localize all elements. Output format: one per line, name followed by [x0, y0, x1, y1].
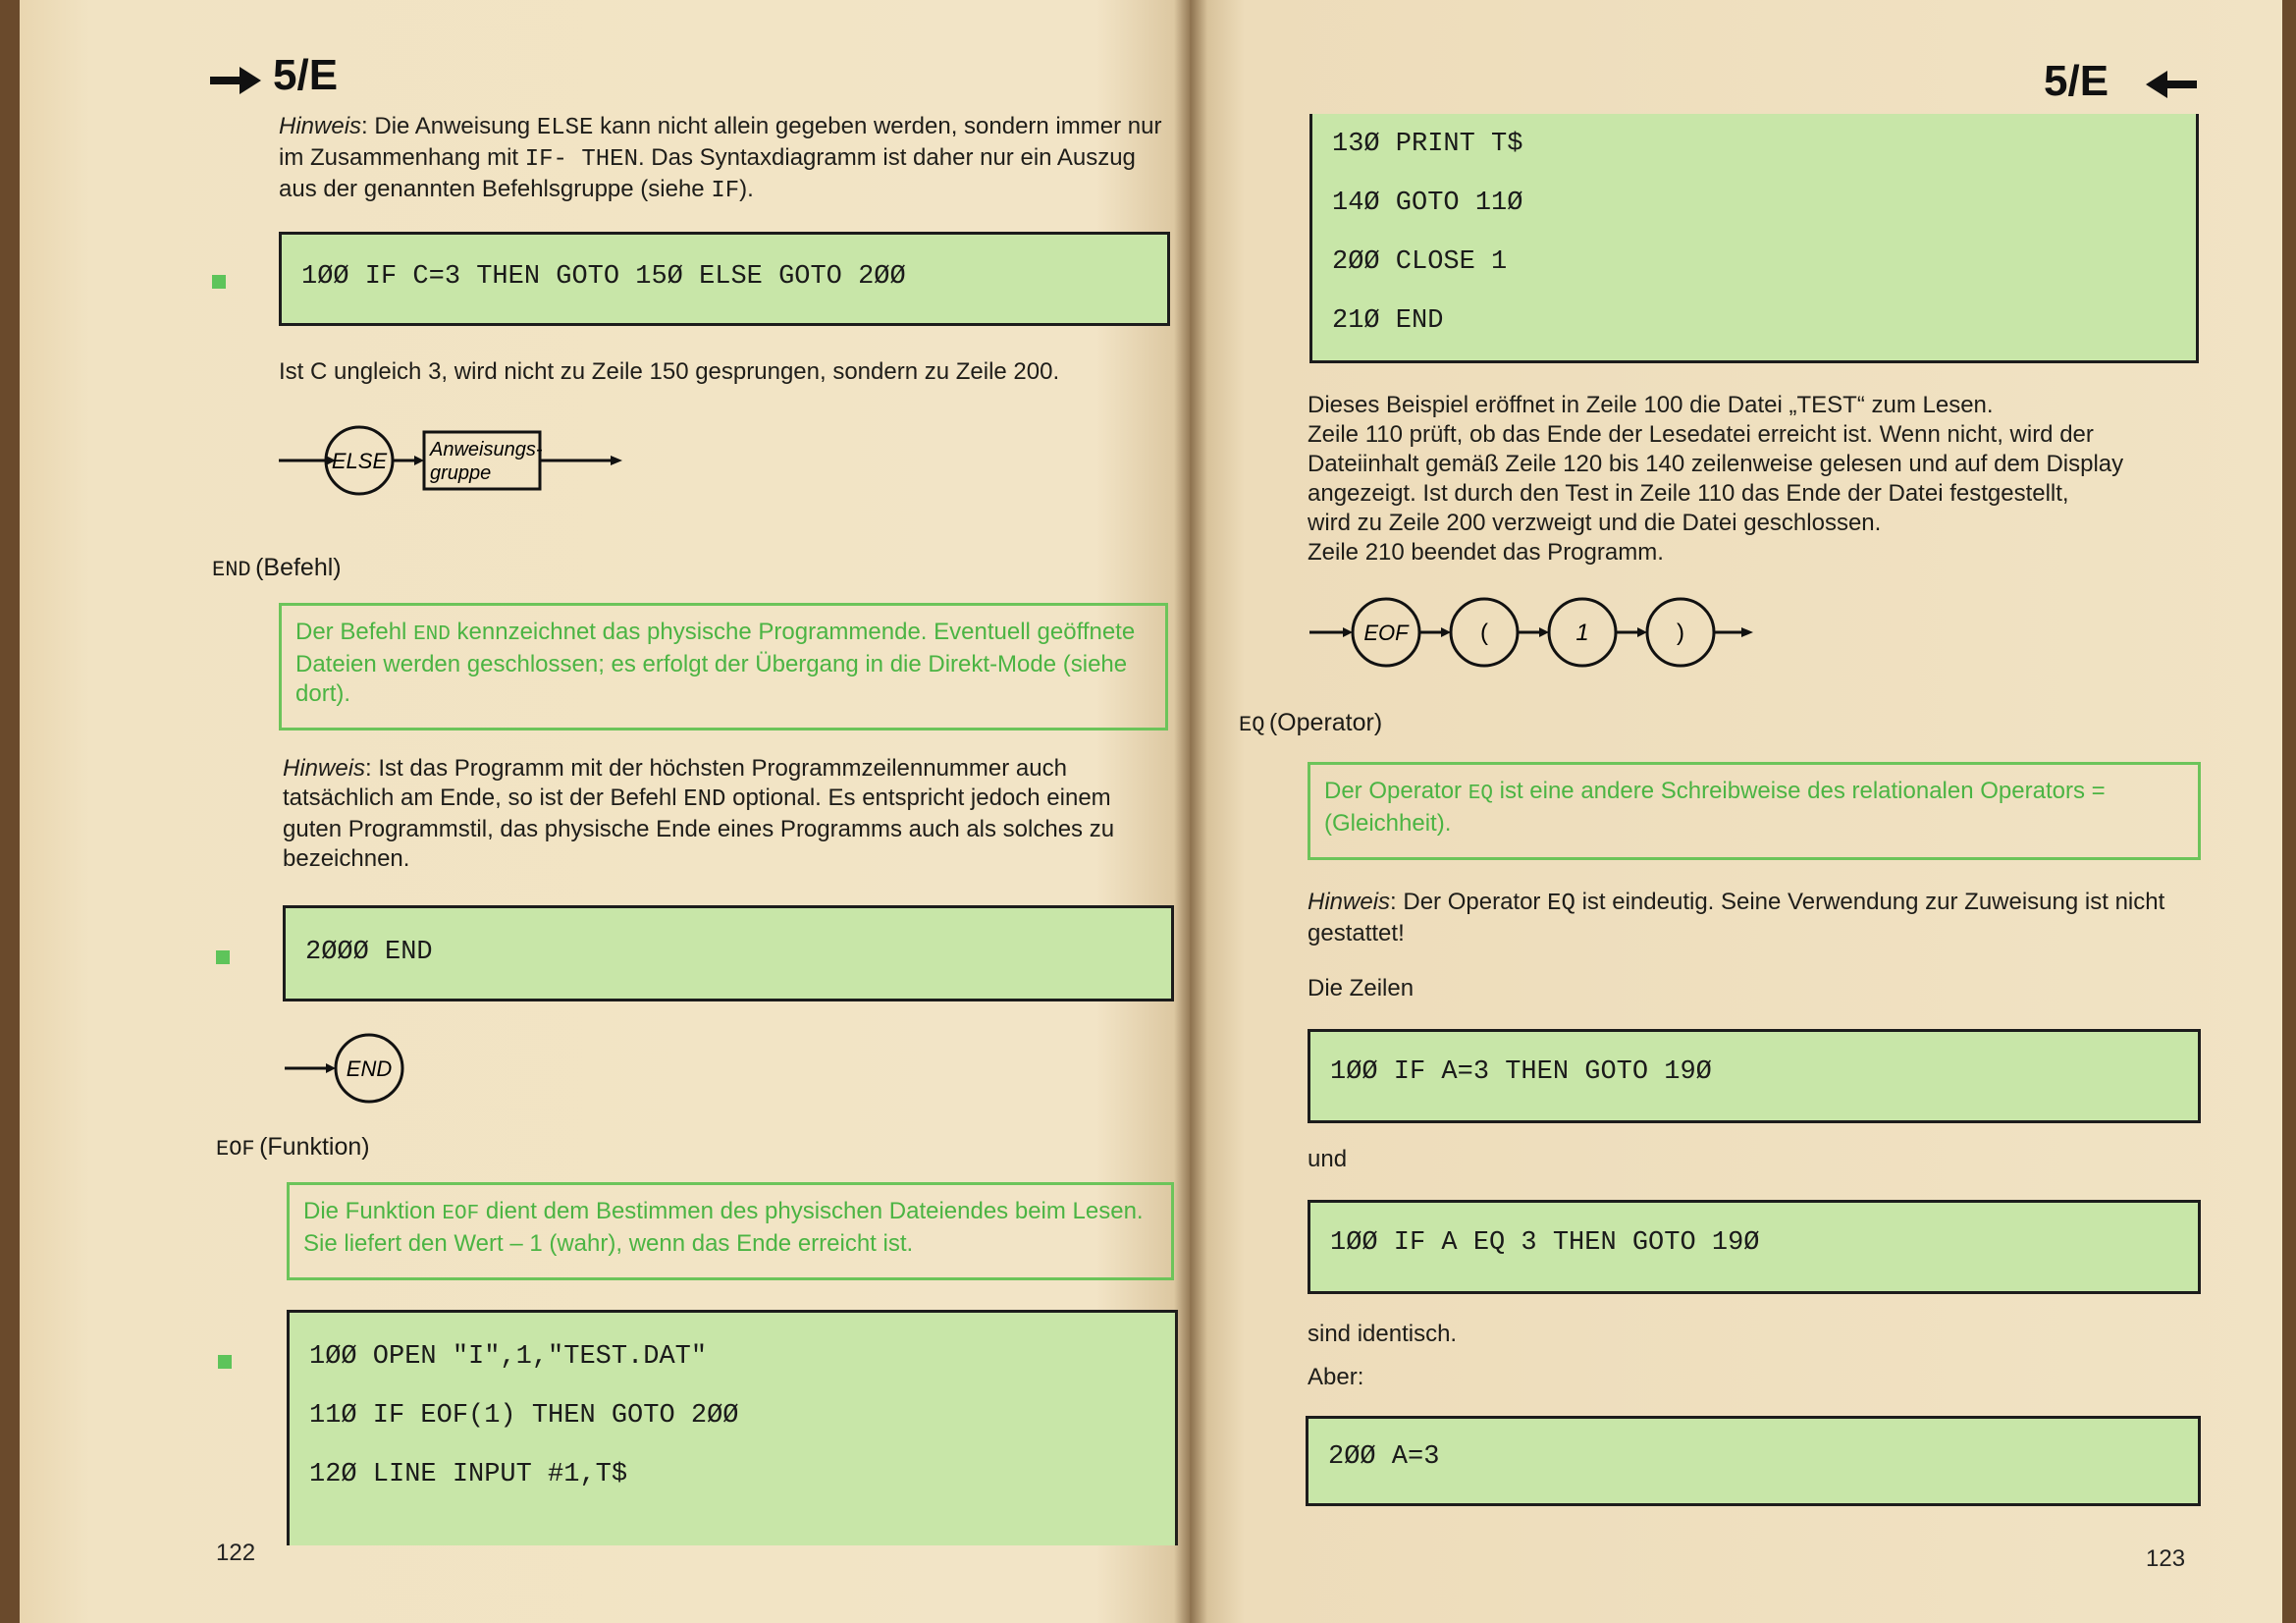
end-node-label: END: [346, 1056, 393, 1081]
code-block-eof: [287, 1310, 1178, 1545]
example-marker: [216, 950, 230, 964]
left-page: [20, 0, 1190, 1623]
page-number: 122: [216, 1540, 256, 1566]
eof-example-explanation: Dieses Beispiel eröffnet in Zeile 100 die Datei „TEST“ zum Lesen. Zeile 110 prüft, ob das Ende der Lesedatei erreicht ist. Wenn nicht, wird der Dateiinhalt gemäß Zeile 120 bis 140 zeilenweise gelesen und auf dem Display angezeigt. Ist durch den Test in Zeile 110 das Ende der Datei festgestellt, wird zu Zeile 200 verzweigt und die Datei geschlossen. Zeile 210 beendet das Programm.: [1308, 392, 2124, 566]
code-block-assign: [1306, 1416, 2201, 1506]
code-line: 1ØØ IF C=3 THEN GOTO 15Ø ELSE GOTO 2ØØ: [301, 262, 906, 292]
open-paren-node-label: (: [1480, 620, 1488, 646]
eof-definition: Die Funktion EOF dient dem Bestimmen des physischen Dateiendes beim Lesen. Sie liefert den Wert – 1 (wahr), wenn das Ende erreicht ist.: [287, 1182, 1174, 1280]
hinweis-end: Hinweis: Ist das Programm mit der höchsten Programmzeilennummer auch tatsächlich am Ende, so ist der Befehl END optional. Es entspricht jedoch einem guten Programmstil, das physische Ende eines Programms auch als solches zu bezeichnen.: [283, 755, 1115, 872]
else-syntax-diagram: [277, 416, 630, 505]
code-line: 14Ø GOTO 11Ø: [1332, 189, 1523, 218]
die-zeilen-text: Die Zeilen: [1308, 975, 1415, 1001]
one-node-label: 1: [1575, 620, 1589, 646]
hinweis-eq: Hinweis: Der Operator EQ ist eindeutig. Seine Verwendung zur Zuweisung ist nicht gestattet!: [1308, 889, 2165, 947]
else-explanation: Ist C ungleich 3, wird nicht zu Zeile 150 gesprungen, sondern zu Zeile 200.: [279, 358, 1060, 385]
aber-text: Aber:: [1308, 1364, 1364, 1390]
code-line: 1ØØ IF A=3 THEN GOTO 19Ø: [1330, 1057, 1712, 1087]
code-line: 12Ø LINE INPUT #1,T$: [309, 1460, 628, 1489]
identisch-text: sind identisch.: [1308, 1321, 1458, 1347]
end-definition: Der Befehl END kennzeichnet das physische Programmende. Eventuell geöffnete Dateien werden geschlossen; es erfolgt der Übergang in die Direkt-Mode (siehe dort).: [279, 603, 1168, 730]
und-text: und: [1308, 1146, 1348, 1172]
book-spine: [1174, 0, 1207, 1623]
code-line: 1ØØ OPEN "I",1,"TEST.DAT": [309, 1342, 708, 1372]
box-label-line2: gruppe: [430, 462, 492, 484]
code-line: 13Ø PRINT T$: [1332, 130, 1523, 159]
eof-node-label: EOF: [1363, 621, 1409, 645]
end-syntax-diagram: [283, 1029, 420, 1108]
code-block-end: [283, 905, 1174, 1001]
eof-syntax-diagram: [1308, 593, 1759, 672]
else-node-label: ELSE: [331, 449, 388, 473]
close-paren-node-label: ): [1677, 620, 1684, 646]
code-line: 2ØØ CLOSE 1: [1332, 247, 1508, 277]
example-marker: [218, 1355, 232, 1369]
hinweis-else: Hinweis: Die Anweisung ELSE kann nicht allein gegeben werden, sondern immer nur im Zusammenhang mit IF- THEN. Das Syntaxdiagramm ist daher nur ein Auszug aus der genannten Befehlsgruppe (siehe IF).: [279, 113, 1162, 204]
right-page: [1190, 0, 2282, 1623]
eof-heading: EOF (Funktion): [216, 1133, 370, 1162]
example-marker: [212, 275, 226, 289]
left-arrow-icon: [2142, 67, 2201, 102]
code-line: 21Ø END: [1332, 306, 1444, 336]
code-line: 1ØØ IF A EQ 3 THEN GOTO 19Ø: [1330, 1228, 1760, 1258]
box-label-line1: Anweisungs-: [430, 439, 543, 460]
code-line: 11Ø IF EOF(1) THEN GOTO 2ØØ: [309, 1401, 739, 1431]
section-header: 5/E: [273, 51, 339, 99]
code-line: 2ØØØ END: [305, 938, 433, 967]
code-block-eof-continued: [1309, 114, 2199, 363]
code-block-else: [279, 232, 1170, 326]
section-header: 5/E: [2044, 57, 2109, 105]
code-block-eq1: [1308, 1029, 2201, 1123]
page-number: 123: [2146, 1545, 2186, 1572]
end-heading: END (Befehl): [212, 554, 342, 582]
eq-definition: Der Operator EQ ist eine andere Schreibweise des relationalen Operators = (Gleichheit).: [1308, 762, 2201, 860]
right-arrow-icon: [206, 63, 265, 98]
eq-heading: EQ (Operator): [1239, 709, 1383, 737]
code-line: 2ØØ A=3: [1328, 1442, 1440, 1472]
code-block-eq2: [1308, 1200, 2201, 1294]
